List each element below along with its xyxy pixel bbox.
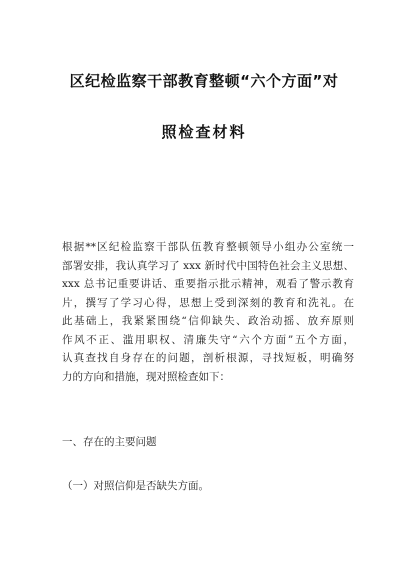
document-title-line-1: 区纪检监察干部教育整顿“六个方面”对 — [69, 72, 339, 90]
paragraph-line: 认真查找自身存在的问题，剖析根源，寻找短板，明确努 — [62, 352, 354, 364]
paragraph-line: xxx 总书记重要讲话、重要指示批示精神，观看了警示教育 — [62, 278, 354, 290]
intro-paragraph — [62, 238, 354, 386]
paragraph-line: 根据**区纪检监察干部队伍教育整顿领导小组办公室统一 — [62, 241, 354, 253]
paragraph-line: 部署安排，我认真学习了 xxx 新时代中国特色社会主义思想、 — [62, 259, 354, 272]
paragraph-line: 力的方向和措施，现对照检查如下： — [62, 370, 230, 383]
section-heading: 一、存在的主要问题 — [62, 436, 157, 448]
document-title-line-2: 照检查材料 — [161, 123, 247, 141]
paragraph-line: 此基础上，我紧紧围绕“信仰缺失、政治动摇、放弃原则 — [62, 315, 354, 327]
paragraph-line: 作风不正、滥用职权、清廉失守“六个方面”五个方面， — [62, 333, 354, 346]
paragraph-line: 片，撰写了学习心得，思想上受到深刻的教育和洗礼。在 — [62, 296, 354, 309]
subsection-heading: （一）对照信仰是否缺失方面。 — [62, 480, 209, 492]
